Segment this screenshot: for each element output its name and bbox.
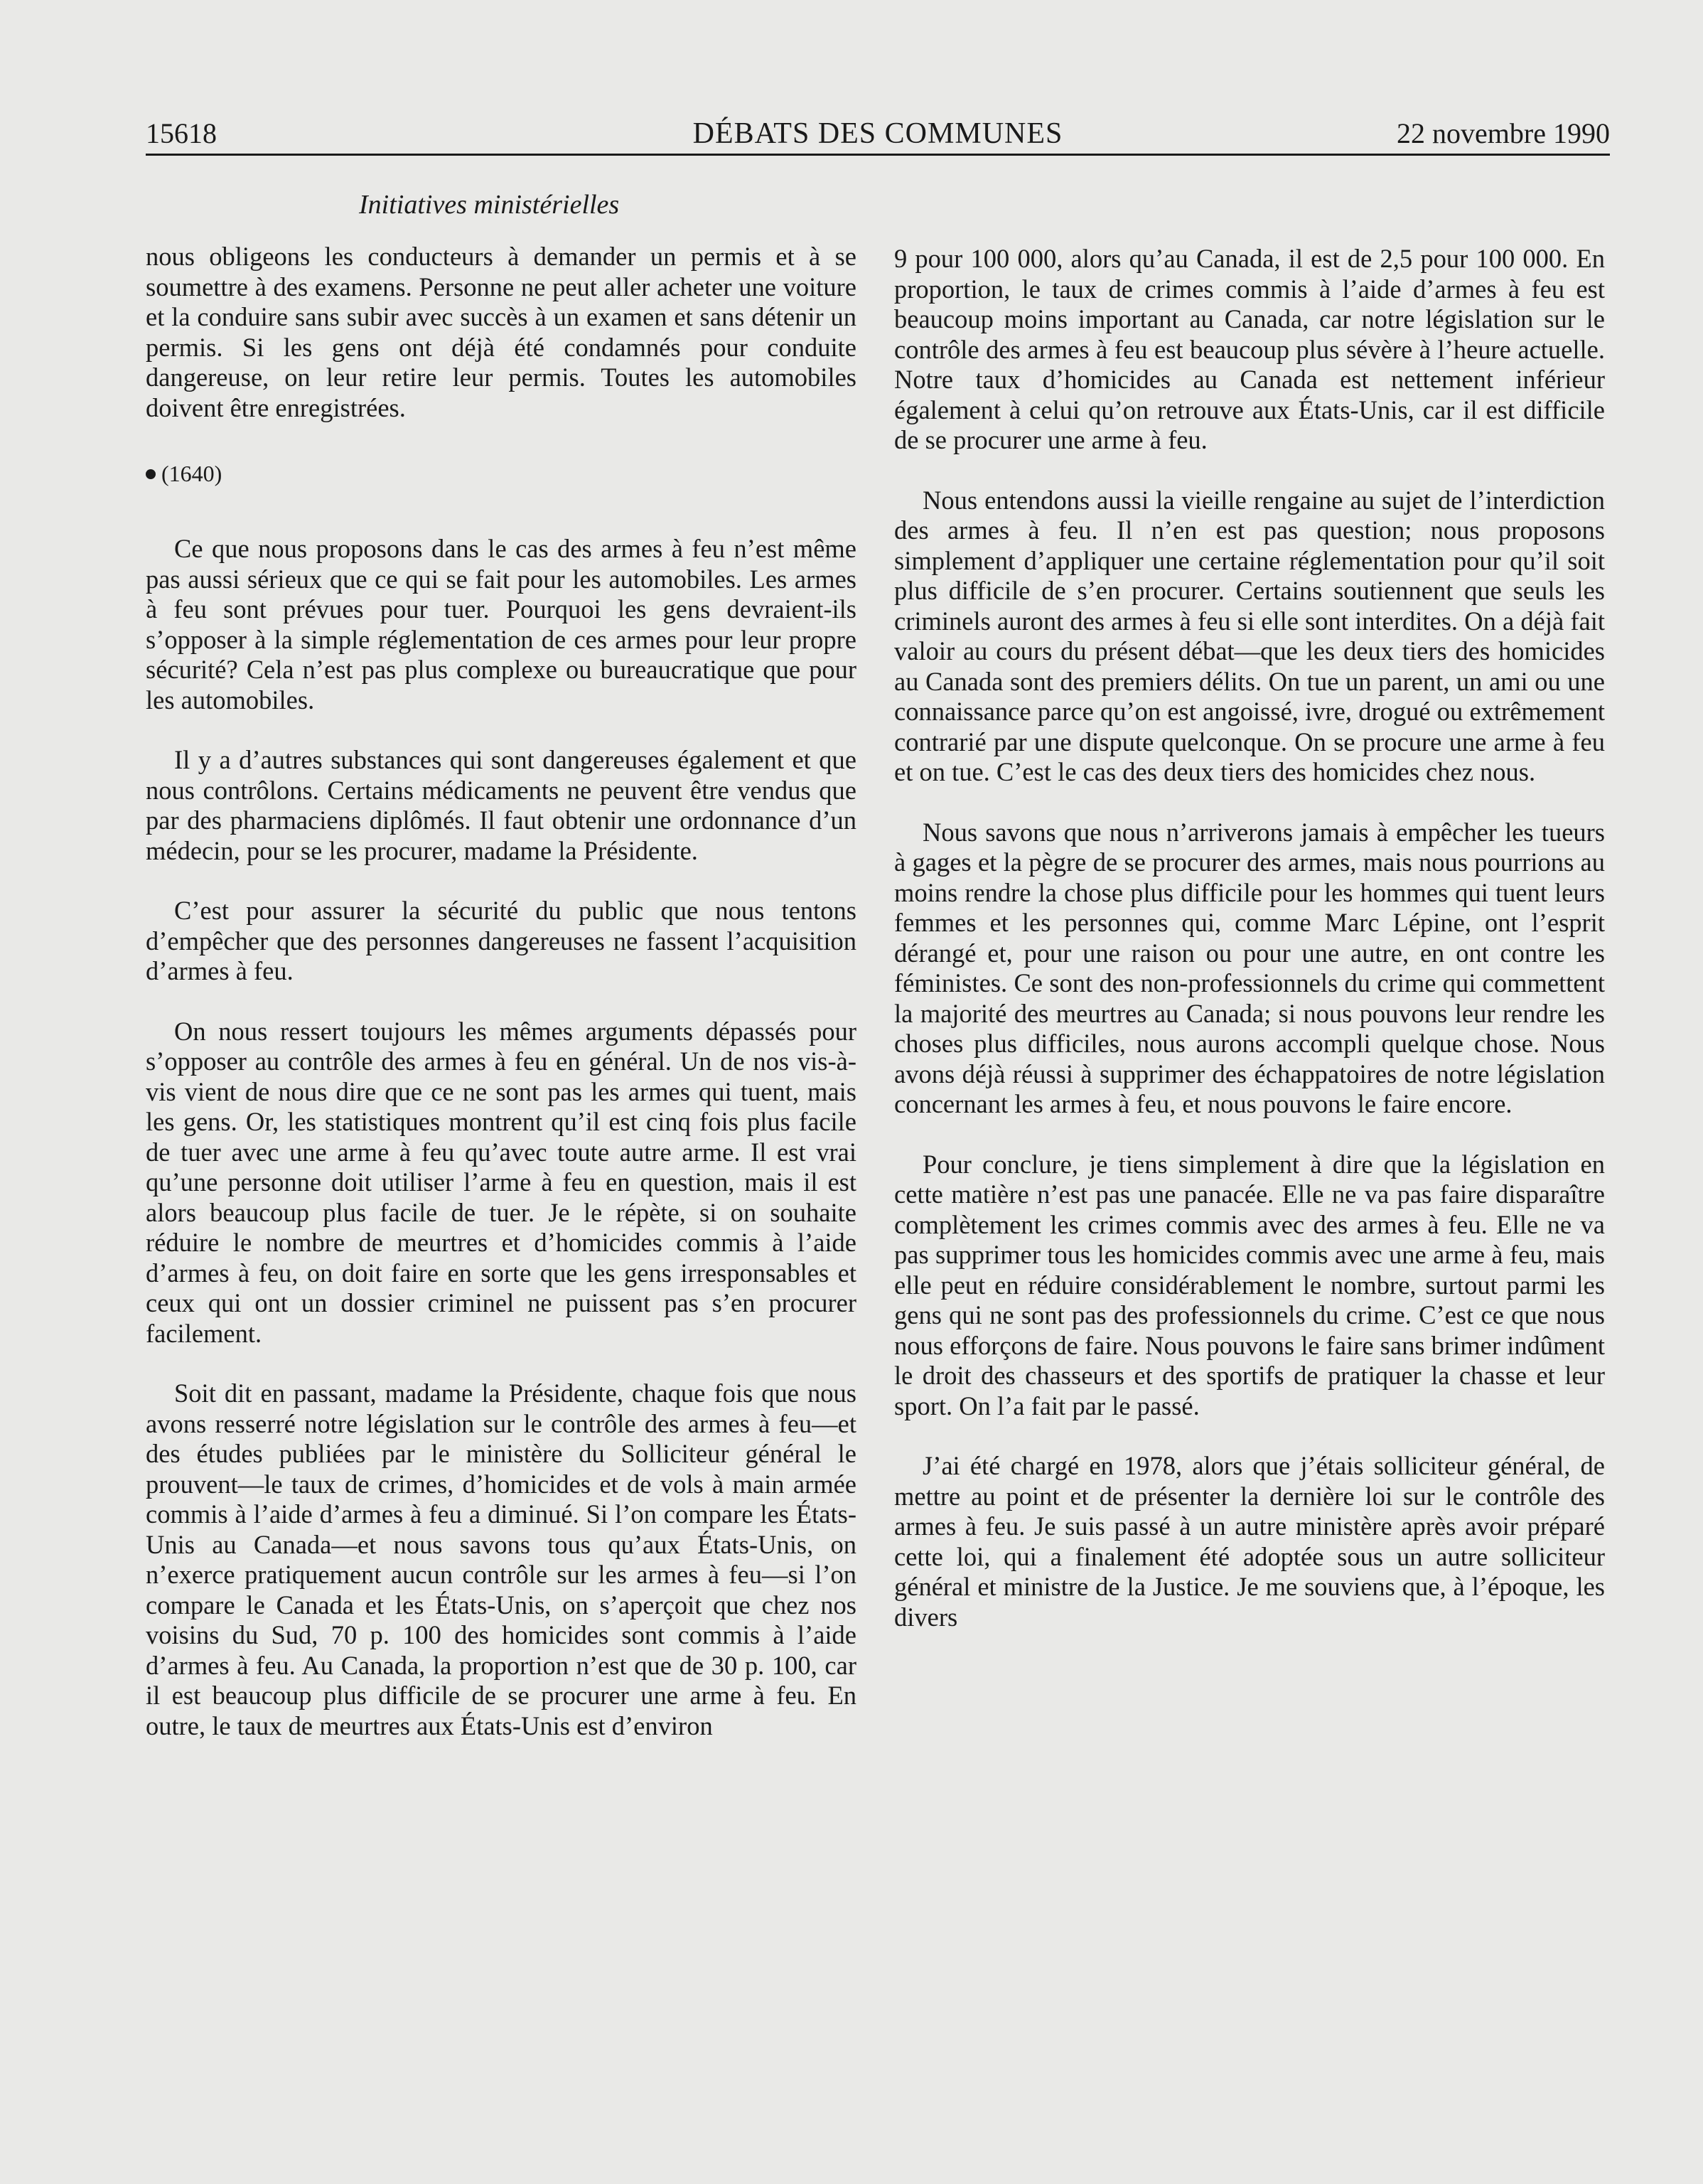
timestamp-text: (1640) — [161, 461, 222, 486]
paragraph: Soit dit en passant, madame la Présidente, chaque fois que nous avons resserré notre législation sur le contrôle des armes à feu—et des études publiées par le ministère du Solliciteur général le prouvent—le taux de crimes, d’homicides et de vols à main armée commis à l’aide d’armes à feu a diminué. Si l’on compare les États-Unis au Canada—et nous savons tous qu’aux États-Unis, on n’exerce pratiquement aucun contrôle sur les armes à feu—si l’on compare le Canada et les États-Unis, on s’aperçoit que chez nos voisins du Sud, 70 p. 100 des homicides sont commis à l’aide d’armes à feu. Au Canada, la proportion n’est que de 30 p. 100, car il est beaucoup plus difficile de se procurer une arme à feu. En outre, le taux de meurtres aux États-Unis est d’environ — [146, 1379, 856, 1740]
page-header — [146, 112, 1610, 155]
paragraph: J’ai été chargé en 1978, alors que j’étais solliciteur général, de mettre au point et de présenter la dernière loi sur le contrôle des armes à feu. Je suis passé à un autre ministère après avoir préparé cette loi, qui a finalement été adoptée sous un autre solliciteur général et ministre de la Justice. Je me souviens que, à l’époque, les divers — [894, 1451, 1605, 1632]
paragraph: Ce que nous proposons dans le cas des armes à feu n’est même pas aussi sérieux que ce qui se fait pour les automobiles. Les armes à feu sont prévues pour tuer. Pourquoi les gens devraient-ils s’opposer à la simple réglementation de ces armes pour leur propre sécurité? Cela n’est pas plus complexe ou bureaucratique que pour les automobiles. — [146, 534, 856, 714]
paragraph: Nous savons que nous n’arriverons jamais à empêcher les tueurs à gages et la pègre de se procurer des armes, mais nous pourrions au moins rendre la chose plus difficile pour les hommes qui tuent leurs femmes et les personnes qui, comme Marc Lépine, ont l’esprit dérangé et, pour une raison ou pour une autre, en ont contre les féministes. Ce sont des non-professionnels du crime qui commettent la majorité des meurtres au Canada; si nous pouvons leur rendre les choses plus difficiles, nous aurons accompli quelque chose. Nous avons déjà réussi à supprimer des échappatoires de notre législation concernant les armes à feu, et nous pouvons le faire encore. — [894, 817, 1605, 1118]
paragraph: C’est pour assurer la sécurité du public que nous tentons d’empêcher que des personnes dangereuses ne fassent l’acquisition d’armes à feu. — [146, 896, 856, 985]
header-rule — [146, 154, 1610, 156]
bullet-icon — [146, 469, 156, 479]
paragraph: 9 pour 100 000, alors qu’au Canada, il est de 2,5 pour 100 000. En proportion, le taux de crimes commis à l’aide d’armes à feu est beaucoup moins important au Canada, car notre législation sur le contrôle des armes à feu est beaucoup plus sévère à l’heure actuelle. Notre taux d’homicides au Canada est nettement inférieur également à celui qu’on retrouve aux États-Unis, car il est difficile de se procurer une arme à feu. — [894, 244, 1605, 454]
paragraph: Il y a d’autres substances qui sont dangereuses également et que nous contrôlons. Certains médicaments ne peuvent être vendus que par des pharmaciens diplômés. Il faut obtenir une ordonnance d’un médecin, pour se les procurer, madame la Présidente. — [146, 745, 856, 865]
publication-date: 22 novembre 1990 — [1397, 117, 1610, 149]
section-label: Initiatives ministérielles — [359, 190, 620, 220]
left-column — [146, 242, 856, 1771]
right-column — [894, 244, 1605, 1662]
publication-title: DÉBATS DES COMMUNES — [692, 117, 1063, 150]
paragraph: Nous entendons aussi la vieille rengaine au sujet de l’interdiction des armes à feu. Il n’en est pas question; nous proposons simplement d’appliquer une certaine réglementation pour qu’il soit plus difficile de s’en procurer. Certains soutiennent que seuls les criminels auront des armes à feu si elle sont interdites. On a déjà fait valoir au cours du présent débat—que les deux tiers des homicides au Canada sont des premiers délits. On tue un parent, un ami ou une connaissance parce qu’on est angoissé, ivre, drogué ou extrêmement contrarié par une dispute quelconque. On se procure une arme à feu et on tue. C’est le cas des deux tiers des homicides chez nous. — [894, 485, 1605, 786]
paragraph: On nous ressert toujours les mêmes arguments dépassés pour s’opposer au contrôle des armes à feu en général. Un de nos vis-à-vis vient de nous dire que ce ne sont pas les armes qui tuent, mais les gens. Or, les statistiques montrent qu’il est cinq fois plus facile de tuer avec une arme à feu qu’avec toute autre arme. Il est vrai qu’une personne doit utiliser l’arme à feu en question, mais il est alors beaucoup plus facile de tuer. Je le répète, si on souhaite réduire le nombre de meurtres et d’homicides commis à l’aide d’armes à feu, on doit faire en sorte que les gens irresponsables et ceux qui ont un dossier criminel ne puissent pas s’en procurer facilement. — [146, 1016, 856, 1348]
page-number: 15618 — [146, 117, 217, 149]
timestamp-marker — [146, 459, 856, 488]
paragraph: nous obligeons les conducteurs à demander un permis et à se soumettre à des examens. Personne ne peut aller acheter une voiture et la conduire sans subir avec succès à un examen et sans détenir un permis. Si les gens ont déjà été condamnés pour conduite dangereuse, on leur retire leur permis. Toutes les automobiles doivent être enregistrées. — [146, 242, 856, 422]
paragraph: Pour conclure, je tiens simplement à dire que la législation en cette matière n’est pas une panacée. Elle ne va pas faire disparaître complètement les crimes commis avec des armes à feu. Elle ne va pas supprimer tous les homicides commis avec une arme à feu, mais elle peut en réduire considérablement le nombre, surtout parmi les gens qui ne sont pas des professionnels du crime. C’est ce que nous nous efforçons de faire. Nous pouvons le faire sans brimer indûment le droit des chasseurs et des sportifs de pratiquer la chasse et leur sport. On l’a fait par le passé. — [894, 1149, 1605, 1420]
